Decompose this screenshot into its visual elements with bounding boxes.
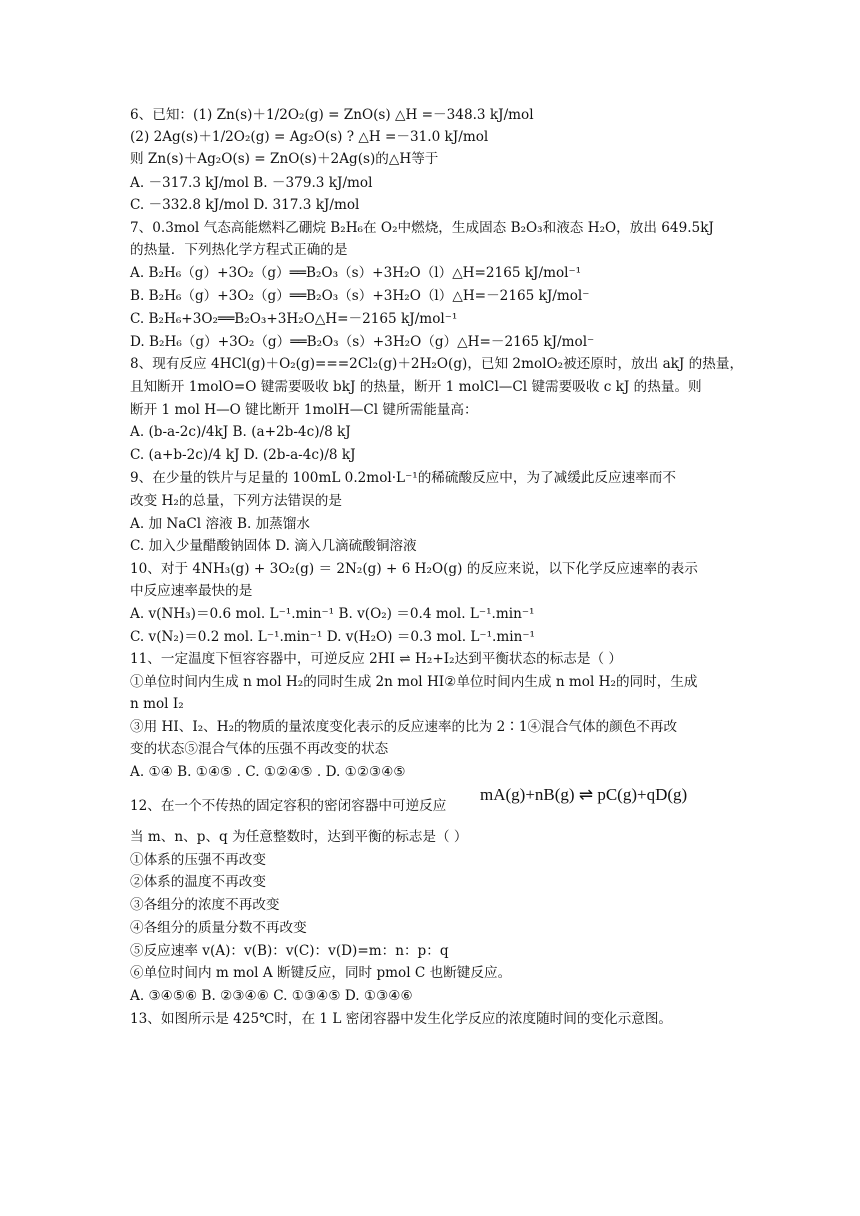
q6-options-cd: C. －332.8 kJ/mol D. 317.3 kJ/mol [130, 197, 360, 213]
q6-eq2: (2) 2Ag(s)＋1/2O₂(g) = Ag₂O(s) ? △H =－31.0 kJ/mol [130, 129, 489, 145]
q11-item-3: ③用 HI、I₂、H₂的物质的量浓度变化表示的反应速率的比为 2∶1④混合气体的颜色不再改 [130, 719, 678, 735]
q12-item-1: ①体系的压强不再改变 [130, 852, 266, 868]
q12-options: A. ③④⑤⑥ B. ②③④⑥ C. ①③④⑤ D. ①③④⑥ [130, 988, 413, 1004]
q12-item-5: ⑤反应速率 v(A)：v(B)：v(C)：v(D)=m：n：p：q [130, 943, 449, 959]
q7-option-b: B. B₂H₆（g）+3O₂（g）══B₂O₃（s）+3H₂O（l）△H=－2165 kJ/mol⁻ [130, 288, 590, 304]
q7-option-d: D. B₂H₆（g）+3O₂（g）══B₂O₃（s）+3H₂O（g）△H=－2165 kJ/mol⁻ [130, 334, 595, 350]
q6-ask: 则 Zn(s)＋Ag₂O(s) = ZnO(s)＋2Ag(s)的△H等于 [130, 151, 439, 167]
q8-stem-2: 且知断开 1molO=O 键需要吸收 bkJ 的热量，断开 1 molCl—Cl 键需要吸收 c kJ 的热量。则 [130, 379, 702, 395]
q12-item-4: ④各组分的质量分数不再改变 [130, 920, 307, 936]
q10-stem: 10、对于 4NH₃(g) + 3O₂(g) ＝ 2N₂(g) + 6 H₂O(g) 的反应来说，以下化学反应速率的表示 [130, 561, 698, 577]
q10-options-ab: A. v(NH₃)＝0.6 mol. L⁻¹.min⁻¹ B. v(O₂) ＝0.4 mol. L⁻¹.min⁻¹ [130, 606, 535, 622]
q12-stem-2: 当 m、n、p、q 为任意整数时，达到平衡的标志是（ ） [130, 829, 468, 845]
q7-stem: 7、0.3mol 气态高能燃料乙硼烷 B₂H₆在 O₂中燃烧，生成固态 B₂O₃和液态 H₂O，放出 649.5kJ [130, 220, 714, 236]
q12-item-3: ③各组分的浓度不再改变 [130, 897, 280, 913]
q11-options: A. ①④ B. ①④⑤ . C. ①②④⑤ . D. ①②③④⑤ [130, 764, 406, 780]
q6-stem: 6、已知：(1) Zn(s)＋1/2O₂(g) = ZnO(s) △H =－348.3 kJ/mol [130, 107, 534, 123]
q11-item-1: ①单位时间内生成 n mol H₂的同时生成 2n mol HI②单位时间内生成 n mol H₂的同时，生成 [130, 674, 698, 690]
q11-stem: 11、一定温度下恒容容器中，可逆反应 2HI ⇌ H₂+I₂达到平衡状态的标志是（ ） [130, 651, 622, 667]
q9-stem: 9、在少量的铁片与足量的 100mL 0.2mol·L⁻¹的稀硫酸反应中，为了减缓此反应速率而不 [130, 470, 676, 486]
q8-stem-3: 断开 1 mol H—O 键比断开 1molH—Cl 键所需能量高： [130, 402, 478, 418]
q12-stem: 12、在一个不传热的固定容积的密闭容器中可逆反应 [130, 798, 447, 814]
q8-options-ab: A. (b-a-2c)/4kJ B. (a+2b-4c)/8 kJ [130, 424, 351, 440]
q12-equation: mA(g)+nB(g) ⇌ pC(g)+qD(g) [480, 785, 688, 804]
q10-options-cd: C. v(N₂)＝0.2 mol. L⁻¹.min⁻¹ D. v(H₂O) ＝0.3 mol. L⁻¹.min⁻¹ [130, 629, 535, 645]
q9-options-ab: A. 加 NaCl 溶液 B. 加蒸馏水 [130, 516, 310, 532]
q7-option-c: C. B₂H₆+3O₂══B₂O₃+3H₂O△H=－2165 kJ/mol⁻¹ [130, 311, 458, 327]
q12-item-2: ②体系的温度不再改变 [130, 874, 266, 890]
q7-stem-2: 的热量．下列热化学方程式正确的是 [130, 242, 348, 258]
q10-stem-2: 中反应速率最快的是 [130, 583, 253, 599]
q8-options-cd: C. (a+b-2c)/4 kJ D. (2b-a-4c)/8 kJ [130, 447, 356, 463]
q11-item-3b: 变的状态⑤混合气体的压强不再改变的状态 [130, 741, 389, 757]
q7-option-a: A. B₂H₆（g）+3O₂（g）══B₂O₃（s）+3H₂O（l）△H=2165 kJ/mol⁻¹ [130, 265, 582, 281]
q6-options-ab: A. －317.3 kJ/mol B. －379.3 kJ/mol [130, 175, 373, 191]
q11-item-1b: n mol I₂ [130, 696, 184, 712]
q12-item-6: ⑥单位时间内 m mol A 断键反应，同时 pmol C 也断键反应。 [130, 965, 512, 981]
q13-stem: 13、如图所示是 425℃时，在 1 L 密闭容器中发生化学反应的浓度随时间的变化示意图。 [130, 1011, 673, 1027]
q9-options-cd: C. 加入少量醋酸钠固体 D. 滴入几滴硫酸铜溶液 [130, 538, 417, 554]
q9-stem-2: 改变 H₂的总量，下列方法错误的是 [130, 493, 342, 509]
q8-stem: 8、现有反应 4HCl(g)＋O₂(g)===2Cl₂(g)＋2H₂O(g)，已知 2molO₂被还原时，放出 akJ 的热量， [130, 356, 744, 372]
